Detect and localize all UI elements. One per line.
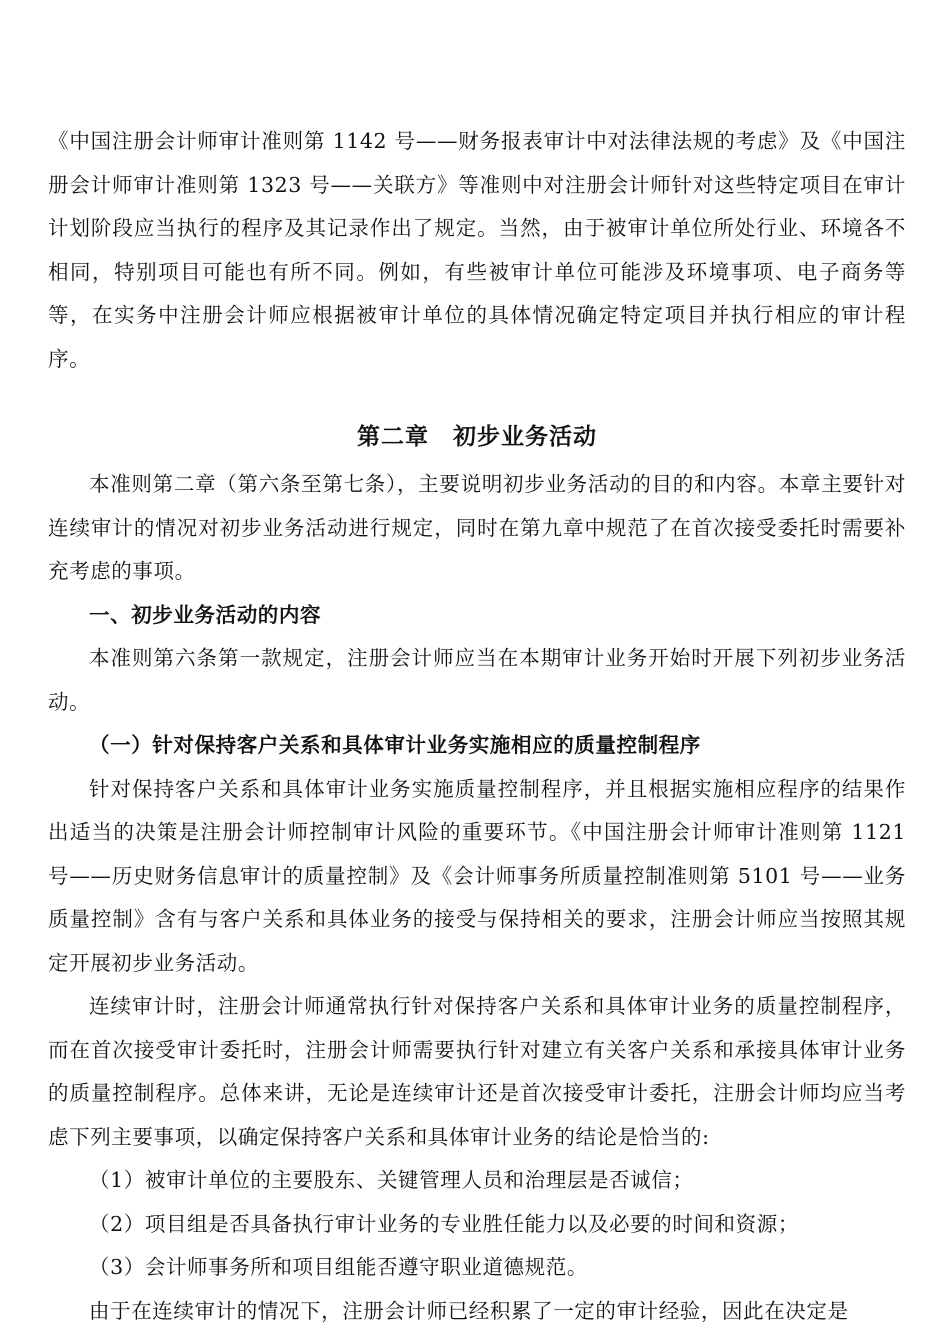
list-item-2: （2）项目组是否具备执行审计业务的专业胜任能力以及必要的时间和资源； [89, 1211, 799, 1236]
paragraph-article-six: 本准则第六条第一款规定，注册会计师应当在本期审计业务开始时开展下列初步业务活动。 [48, 646, 906, 714]
chapter-title: 第二章 初步业务活动 [357, 423, 597, 450]
document-page [48, 120, 906, 1333]
section-heading-1: 一、初步业务活动的内容 [89, 602, 322, 627]
subsection-heading-1: （一）针对保持客户关系和具体审计业务实施相应的质量控制程序 [89, 733, 701, 757]
paragraph-quality-control: 针对保持客户关系和具体审计业务实施质量控制程序，并且根据实施相应程序的结果作出适当的决策是注册会计师控制审计风险的重要环节。《中国注册会计师审计准则第 1121 号——历史财务信息审计的质量控制》及《会计师事务所质量控制准则第 5101 号——业务质量控制》含有与客户关系和具体业务的接受与保持相关的要求，注册会计师应当按照其规定开展初步业务活动。 [48, 776, 906, 975]
paragraph-chapter-summary: 本准则第二章（第六条至第七条），主要说明初步业务活动的目的和内容。本章主要针对连续审计的情况对初步业务活动进行规定，同时在第九章中规范了在首次接受委托时需要补充考虑的事项。 [48, 472, 906, 583]
list-item-1: （1）被审计单位的主要股东、关键管理人员和治理层是否诚信； [89, 1168, 694, 1192]
paragraph-continued: 由于在连续审计的情况下，注册会计师已经积累了一定的审计经验，因此在决定是 [89, 1298, 849, 1323]
paragraph-intro: 《中国注册会计师审计准则第 1142 号——财务报表审计中对法律法规的考虑》及《中国注册会计师审计准则第 1323 号——关联方》等准则中对注册会计师针对这些特定项目在审计计划阶段应当执行的程序及其记录作出了规定。当然，由于被审计单位所处行业、环境各不相同，特别项目可能也有所不同。例如，有些被审计单位可能涉及环境事项、电子商务等等，在实务中注册会计师应根据被审计单位的具体情况确定特定项目并执行相应的审计程序。 [48, 129, 906, 371]
paragraph-continuous-audit: 连续审计时，注册会计师通常执行针对保持客户关系和具体审计业务的质量控制程序，而在首次接受审计委托时，注册会计师需要执行针对建立有关客户关系和承接具体审计业务的质量控制程序。总体来讲，无论是连续审计还是首次接受审计委托，注册会计师均应当考虑下列主要事项，以确定保持客户关系和具体审计业务的结论是恰当的: [48, 994, 906, 1149]
list-item-3: （3）会计师事务所和项目组能否遵守职业道德规范。 [89, 1255, 588, 1279]
